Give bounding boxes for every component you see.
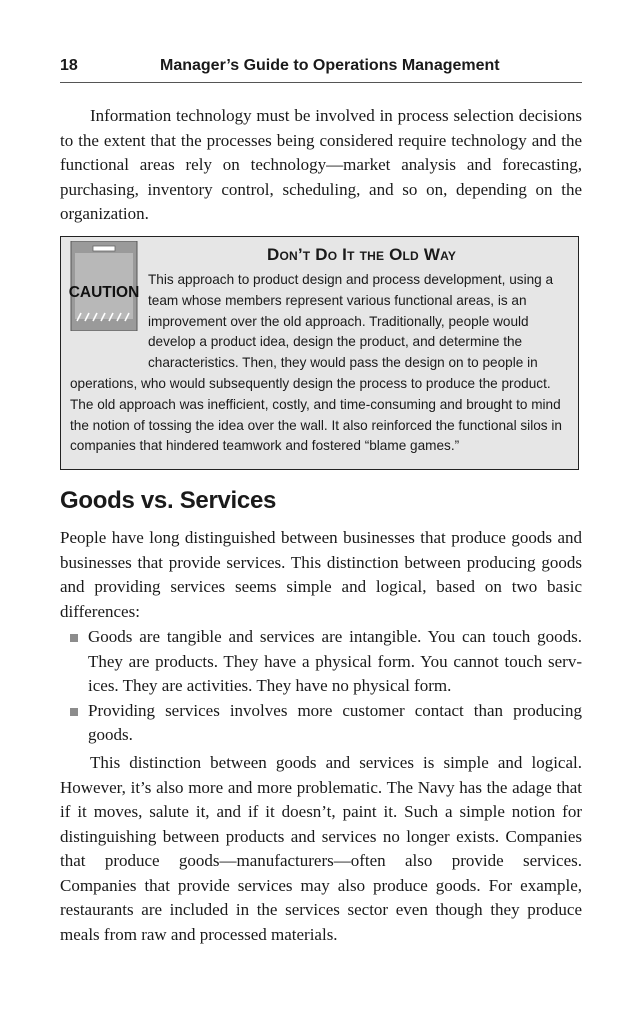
bullet-list (60, 625, 582, 748)
sidebar-body: This approach to product design and process development, using a team whose members represent various functional areas, is an improvement over the old approach. Traditionally, people would develop a product idea, design the product, and determine the characteristics. Then, they would pass the design on to people in operations, who would subsequently design the process to produce the product. The old approach was inefficient, costly, and time-consuming and brought to mind the notion of tossing the idea over the wall. It also reinforced the functional silos in companies that hindered teamwork and fostered “blame games.” (70, 272, 562, 454)
sidebar-title: Don’t Do It the Old Way (267, 245, 457, 264)
bullet-text: Goods are tangible and services are intangible. You can touch goods. They are products. They have a physical form. You cannot touch services. They are activities. They have no physical form. (88, 627, 582, 695)
square-bullet-icon (70, 634, 78, 642)
caution-sign-label: CAUTION (69, 284, 139, 301)
section-paragraph: People have long distinguished between businesses that produce goods and businesses that provide services. This distinction between producing goods and providing services seems simple and logical, based on two basic differences: (60, 528, 582, 621)
sidebar-box (60, 236, 579, 470)
sidebar-body-container (70, 270, 568, 457)
intro-paragraph: Information technology must be involved in process selection decisions to the extent that the processes being considered require technology and the functional areas rely on technology—market analysis and forecasting, purchasing, inventory control, scheduling, and so on, depending on the organization. (60, 106, 582, 223)
list-item (60, 625, 582, 699)
bullet-text: Providing services involves more customer contact than producing goods. (88, 700, 582, 744)
running-title: Manager’s Guide to Operations Management (160, 57, 500, 74)
running-header (60, 55, 582, 83)
section-heading: Goods vs. Services (60, 487, 277, 514)
closing-paragraph: This distinction between goods and services is simple and logical. However, it’s also more and more problematic. The Navy has the adage that if it moves, salute it, and if it doesn’t, paint it. Such a simple notion for distinguishing between products and services no longer exists. Companies that produce goods—manufacturers—often also provide services. Companies that provide services may also produce goods. For example, restaurants are included in the services sector even though they produce meals from raw and processed materials. (60, 753, 582, 944)
square-bullet-icon (70, 708, 78, 716)
page-number: 18 (60, 57, 78, 74)
list-item (60, 699, 582, 748)
